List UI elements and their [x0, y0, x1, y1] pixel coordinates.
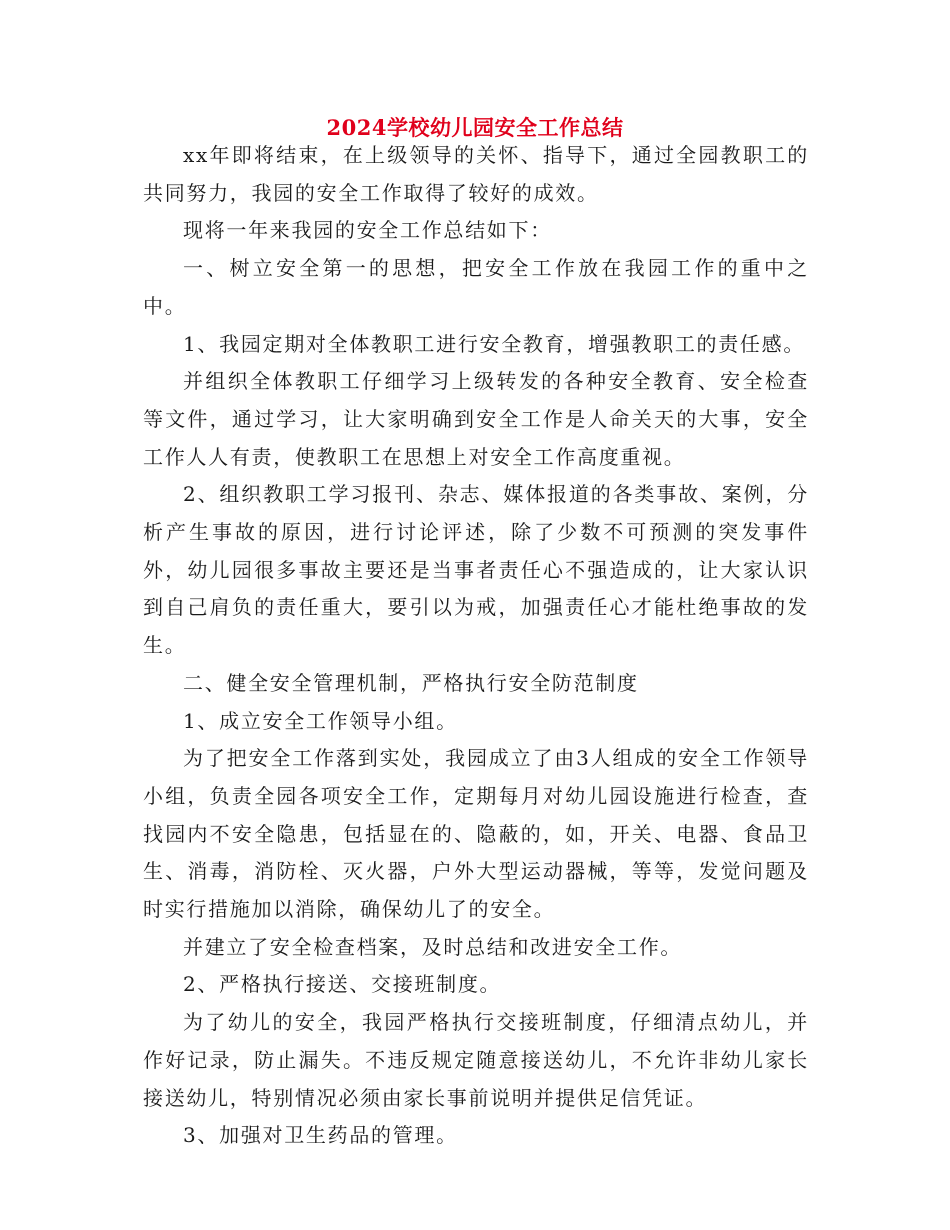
paragraph-safety-archive: 并建立了安全检查档案，及时总结和改进安全工作。 — [183, 934, 683, 959]
paragraph-leadership-group: 为了把安全工作落到实处，我园成立了由3人组成的安全工作领导小组，负责全园各项安全工作，定期每月对幼儿园设施进行检查，查找园内不安全隐患，包括显在的、隐蔽的，如，开关、电器、食品卫生、消毒，消防栓、灭火器，户外大型运动器械，等等，发觉问题及时实行措施加以消除，确保幼儿了的安全。 — [143, 746, 809, 922]
document-title: 2024学校幼儿园安全工作总结 — [326, 115, 624, 140]
paragraph-item-2-1: 1、成立安全工作领导小组。 — [183, 708, 458, 733]
document-body — [143, 137, 809, 1155]
paragraph-summary-lead: 现将一年来我园的安全工作总结如下： — [183, 218, 552, 243]
paragraph-item-2-2: 2、严格执行接送、交接班制度。 — [183, 972, 502, 997]
paragraph-study-documents: 并组织全体教职工仔细学习上级转发的各种安全教育、安全检查等文件，通过学习，让大家明确到安全工作是人命关天的大事，安全工作人人有责，使教职工在思想上对安全工作高度重视。 — [143, 369, 809, 469]
paragraph-item-2-3: 3、加强对卫生药品的管理。 — [183, 1123, 458, 1148]
paragraph-handover: 为了幼儿的安全，我园严格执行交接班制度，仔细清点幼儿，并作好记录，防止漏失。不违反规定随意接送幼儿，不允许非幼儿家长接送幼儿，特别情况必须由家长事前说明并提供足信凭证。 — [143, 1010, 809, 1110]
section-heading-2: 二、健全安全管理机制，严格执行安全防范制度 — [183, 670, 639, 695]
section-heading-1: 一、树立安全第一的思想，把安全工作放在我园工作的重中之中。 — [143, 256, 809, 318]
paragraph-item-1-1: 1、我园定期对全体教职工进行安全教育，增强教职工的责任感。 — [183, 331, 806, 356]
paragraph-intro: xx年即将结束，在上级领导的关怀、指导下，通过全园教职工的共同努力，我园的安全工作取得了较好的成效。 — [143, 143, 809, 205]
paragraph-item-1-2: 2、组织教职工学习报刊、杂志、媒体报道的各类事故、案例，分析产生事故的原因，进行讨论评述，除了少数不可预测的突发事件外，幼儿园很多事故主要还是当事者责任心不强造成的，让大家认识到自己肩负的责任重大，要引以为戒，加强责任心才能杜绝事故的发生。 — [143, 482, 809, 658]
